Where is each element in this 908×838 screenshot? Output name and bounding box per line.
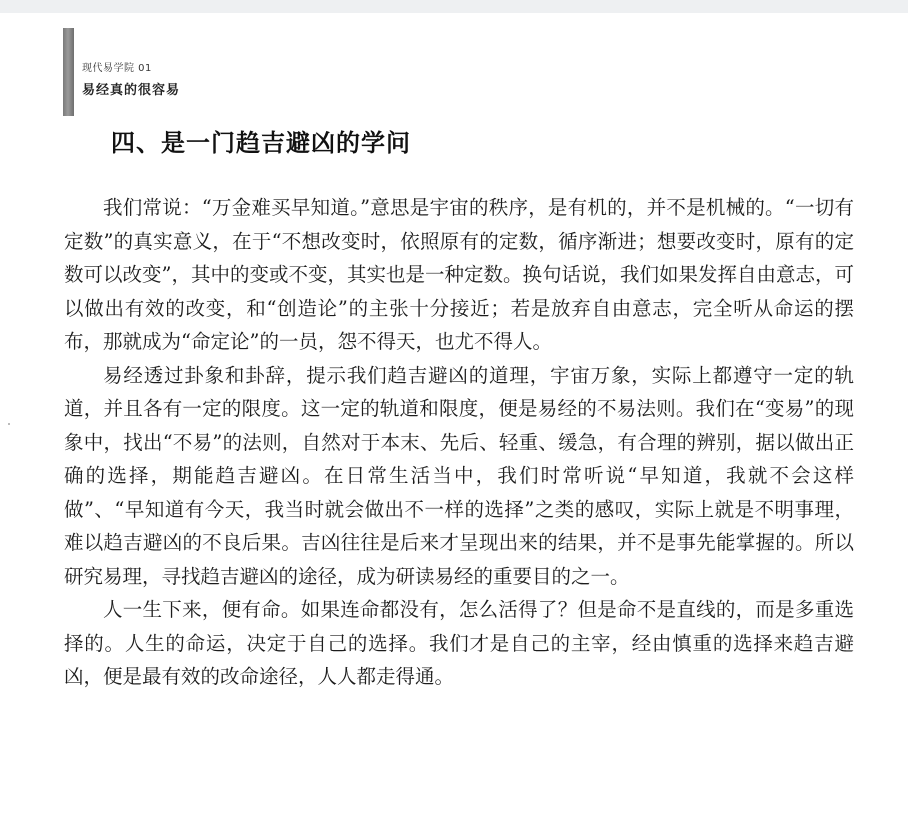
paragraph-1: 我们常说：“万金难买早知道。”意思是宇宙的秩序，是有机的，并不是机械的。“一切有定数”的真实意义，在于“不想改变时，依照原有的定数，循序渐进；想要改变时，原有的定数可以改变”，其中的变或不变，其实也是一种定数。换句话说，我们如果发挥自由意志，可以做出有效的改变，和“创造论”的主张十分接近；若是放弃自由意志，完全听从命运的摆布，那就成为“命定论”的一员，怨不得天，也尤不得人。	[64, 196, 854, 353]
top-scan-band	[0, 0, 908, 13]
book-page	[0, 13, 908, 838]
book-title: 易经真的很容易	[82, 83, 181, 98]
section-title: 四、是一门趋吉避凶的学问	[111, 129, 411, 157]
series-label: 现代易学院 01	[82, 63, 152, 74]
paragraph-2: 易经透过卦象和卦辞，提示我们趋吉避凶的道理，宇宙万象，实际上都遵守一定的轨道，并且各有一定的限度。这一定的轨道和限度，便是易经的不易法则。我们在“变易”的现象中，找出“不易”的法则，自然对于本末、先后、轻重、缓急，有合理的辨别，据以做出正确的选择，期能趋吉避凶。在日常生活当中，我们时常听说“早知道，我就不会这样做”、“早知道有今天，我当时就会做出不一样的选择”之类的感叹，实际上就是不明事理，难以趋吉避凶的不良后果。吉凶往往是后来才呈现出来的结果，并不是事先能掌握的。所以研究易理，寻找趋吉避凶的途径，成为研读易经的重要目的之一。	[64, 363, 854, 588]
paragraph-3: 人一生下来，便有命。如果连命都没有，怎么活得了？但是命不是直线的，而是多重选择的。人生的命运，决定于自己的选择。我们才是自己的主宰，经由慎重的选择来趋吉避凶，便是最有效的改命途径，人人都走得通。	[64, 598, 854, 688]
header-side-bar	[63, 28, 74, 116]
body-text	[64, 191, 854, 694]
scan-speck	[8, 423, 10, 425]
